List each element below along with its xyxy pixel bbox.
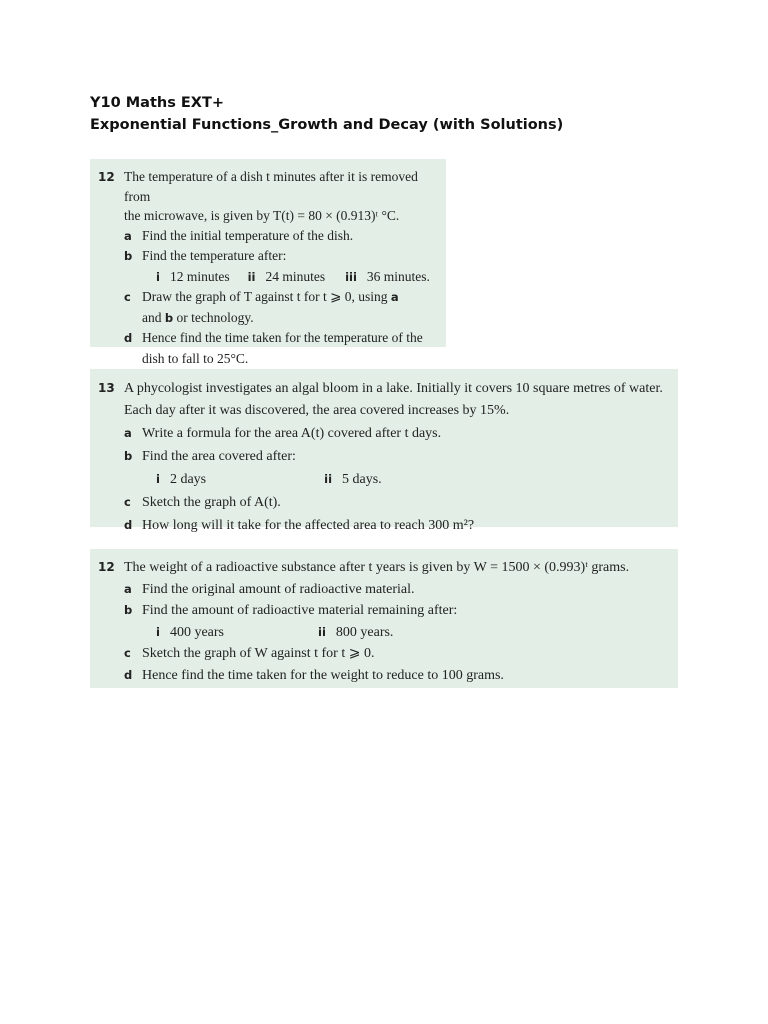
subpart-text-iii: 36 minutes. <box>366 268 430 284</box>
subpart-label-ii: ii <box>318 624 326 639</box>
subpart-text-i: 2 days <box>169 472 207 487</box>
subparts-row <box>98 267 436 288</box>
subpart-label-ii: ii <box>324 472 333 486</box>
question-stem-line-2: the microwave, is given by T(t) = 80 × (0.913)ᵗ °C. <box>124 208 400 223</box>
part-label-b: b <box>124 603 133 617</box>
subpart-label-i: i <box>156 624 160 639</box>
part-text-c-line-2: and b or technology. <box>142 309 254 325</box>
part-text-c-line-1: Draw the graph of T against t for t ⩾ 0, using a <box>142 289 399 304</box>
part-text-b: Find the area covered after: <box>142 449 296 464</box>
part-label-b: b <box>124 249 133 263</box>
part-text-d: Hence find the time taken for the weight to reduce to 100 grams. <box>142 667 504 683</box>
part-text-c: Sketch the graph of A(t). <box>142 495 281 510</box>
part-text-d-line-2: dish to fall to 25°C. <box>142 350 249 366</box>
part-text-b: Find the amount of radioactive material remaining after: <box>142 603 458 618</box>
part-text-a: Find the initial temperature of the dish. <box>142 227 354 243</box>
subpart-text-i: 12 minutes <box>169 268 230 284</box>
subpart-label-ii: ii <box>247 269 256 284</box>
part-label-d: d <box>124 518 133 532</box>
document-title <box>90 92 563 136</box>
question-stem-line-1: A phycologist investigates an algal bloom in a lake. Initially it covers 10 square metres of water. <box>124 381 663 396</box>
question-stem-line-1: The weight of a radioactive substance after t years is given by W = 1500 × (0.993)ᵗ grams. <box>124 560 630 575</box>
title-line-1: Y10 Maths EXT+ <box>90 95 224 111</box>
question-stem-line-2: Each day after it was discovered, the area covered increases by 15%. <box>124 403 510 418</box>
part-label-b: b <box>124 449 133 463</box>
part-text-c: Sketch the graph of W against t for t ⩾ 0. <box>142 646 375 661</box>
part-label-c: c <box>124 646 131 660</box>
part-label-c: c <box>124 290 131 304</box>
subpart-label-i: i <box>156 269 160 284</box>
question-box-radioactive <box>90 549 678 688</box>
part-text-b: Find the temperature after: <box>142 248 287 263</box>
subpart-text-i: 400 years <box>169 624 224 640</box>
subpart-label-iii: iii <box>345 269 357 284</box>
title-line-2: Exponential Functions_Growth and Decay (with Solutions) <box>90 117 564 133</box>
part-text-a: Find the original amount of radioactive material. <box>142 581 415 597</box>
question-box-temperature <box>90 159 446 366</box>
question-number: 13 <box>98 381 115 395</box>
part-text-a: Write a formula for the area A(t) covered after t days. <box>142 426 442 441</box>
part-text-d-line-1: Hence find the time taken for the temperature of the <box>142 330 423 345</box>
subparts-row <box>98 622 668 644</box>
part-label-d: d <box>124 331 133 345</box>
subparts-row <box>98 468 668 491</box>
part-label-c: c <box>124 495 131 509</box>
question-number: 12 <box>98 560 115 574</box>
subpart-text-ii: 800 years. <box>335 624 394 640</box>
subpart-text-ii: 5 days. <box>342 472 382 487</box>
part-label-a: a <box>124 228 132 243</box>
part-label-a: a <box>124 581 132 596</box>
part-label-a: a <box>124 426 132 440</box>
subpart-label-i: i <box>156 472 160 486</box>
question-stem-line-1: The temperature of a dish t minutes after it is removed from <box>124 169 418 204</box>
question-box-algal-bloom <box>90 369 678 533</box>
subpart-text-ii: 24 minutes <box>265 268 326 284</box>
part-text-d: How long will it take for the affected area to reach 300 m²? <box>142 518 475 533</box>
question-number: 12 <box>98 170 115 184</box>
part-label-d: d <box>124 667 133 682</box>
